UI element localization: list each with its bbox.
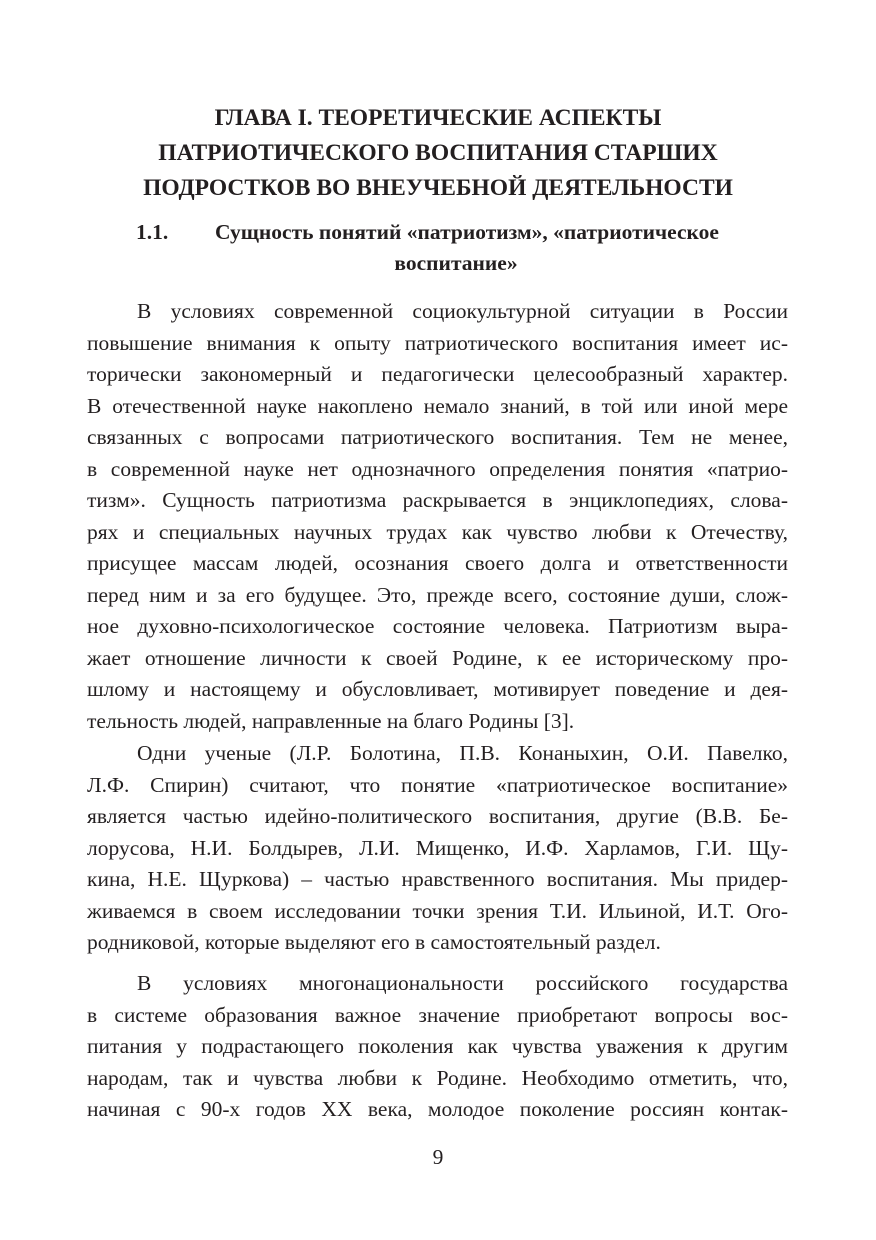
chapter-title-line: ПАТРИОТИЧЕСКОГО ВОСПИТАНИЯ СТАРШИХ [158, 140, 718, 166]
text-line: повышение внимания к опыту патриотического воспитания имеет ис- [87, 330, 788, 355]
chapter-title-line: ПОДРОСТКОВ ВО ВНЕУЧЕБНОЙ ДЕЯТЕЛЬНОСТИ [143, 175, 733, 201]
text-line: связанных с вопросами патриотического воспитания. Тем не менее, [87, 425, 788, 449]
section-number: 1.1. [136, 220, 169, 244]
text-line: Л.Ф. Спирин) считают, что понятие «патриотическое воспитание» [87, 772, 788, 797]
text-line: торически закономерный и педагогически целесообразный характер. [87, 362, 788, 386]
text-line: в современной науке нет однозначного определения понятия «патрио- [87, 456, 788, 481]
paragraph-2 [87, 738, 788, 959]
page-number: 9 [432, 1145, 444, 1169]
text-line: рях и специальных научных трудах как чувство любви к Отечеству, [87, 519, 788, 544]
text-line: В отечественной науке накоплено немало знаний, в той или иной мере [87, 393, 788, 418]
text-line: тельность людей, направленные на благо Родины [3]. [87, 708, 575, 733]
text-line: является частью идейно-политического воспитания, другие (В.В. Бе- [87, 804, 788, 828]
text-line: в системе образования важное значение приобретают вопросы вос- [87, 1002, 788, 1027]
text-line: начиная с 90-х годов XX века, молодое поколение россиян контак- [87, 1097, 788, 1121]
chapter-title [70, 101, 806, 206]
text-line: лорусова, Н.И. Болдырев, Л.И. Мищенко, И.Ф. Харламов, Г.И. Щу- [87, 835, 788, 860]
text-line: В условиях современной социокультурной ситуации в России [137, 299, 788, 323]
text-line: ное духовно-психологическое состояние человека. Патриотизм выра- [87, 614, 788, 638]
text-line: присущее массам людей, осознания своего долга и ответственности [87, 551, 788, 575]
text-line: родниковой, которые выделяют его в самостоятельный раздел. [87, 930, 661, 954]
text-line: питания у подрастающего поколения как чувства уважения к другим [87, 1034, 788, 1058]
section-title-line: Сущность понятий «патриотизм», «патриотическое [215, 220, 719, 244]
text-line: Одни ученые (Л.Р. Болотина, П.В. Конаныхин, О.И. Павелко, [137, 741, 788, 765]
text-line: шлому и настоящему и обусловливает, мотивирует поведение и дея- [87, 677, 788, 701]
text-line: В условиях многонациональности российского государства [137, 971, 788, 995]
paragraph-1 [87, 296, 788, 737]
chapter-title-line: ГЛАВА I. ТЕОРЕТИЧЕСКИЕ АСПЕКТЫ [214, 105, 662, 131]
text-line: народам, так и чувства любви к Родине. Необходимо отметить, что, [87, 1065, 788, 1090]
text-line: жает отношение личности к своей Родине, к ее историческому про- [87, 645, 788, 670]
text-line: живаемся в своем исследовании точки зрения Т.И. Ильиной, И.Т. Ого- [87, 898, 788, 923]
text-line: перед ним и за его будущее. Это, прежде всего, состояние души, слож- [87, 582, 788, 607]
section-title-line: воспитание» [394, 251, 518, 275]
text-line: тизм». Сущность патриотизма раскрывается в энциклопедиях, слова- [87, 488, 788, 512]
text-line: кина, Н.Е. Щуркова) – частью нравственного воспитания. Мы придер- [87, 867, 788, 891]
paragraph-3 [87, 968, 788, 1126]
